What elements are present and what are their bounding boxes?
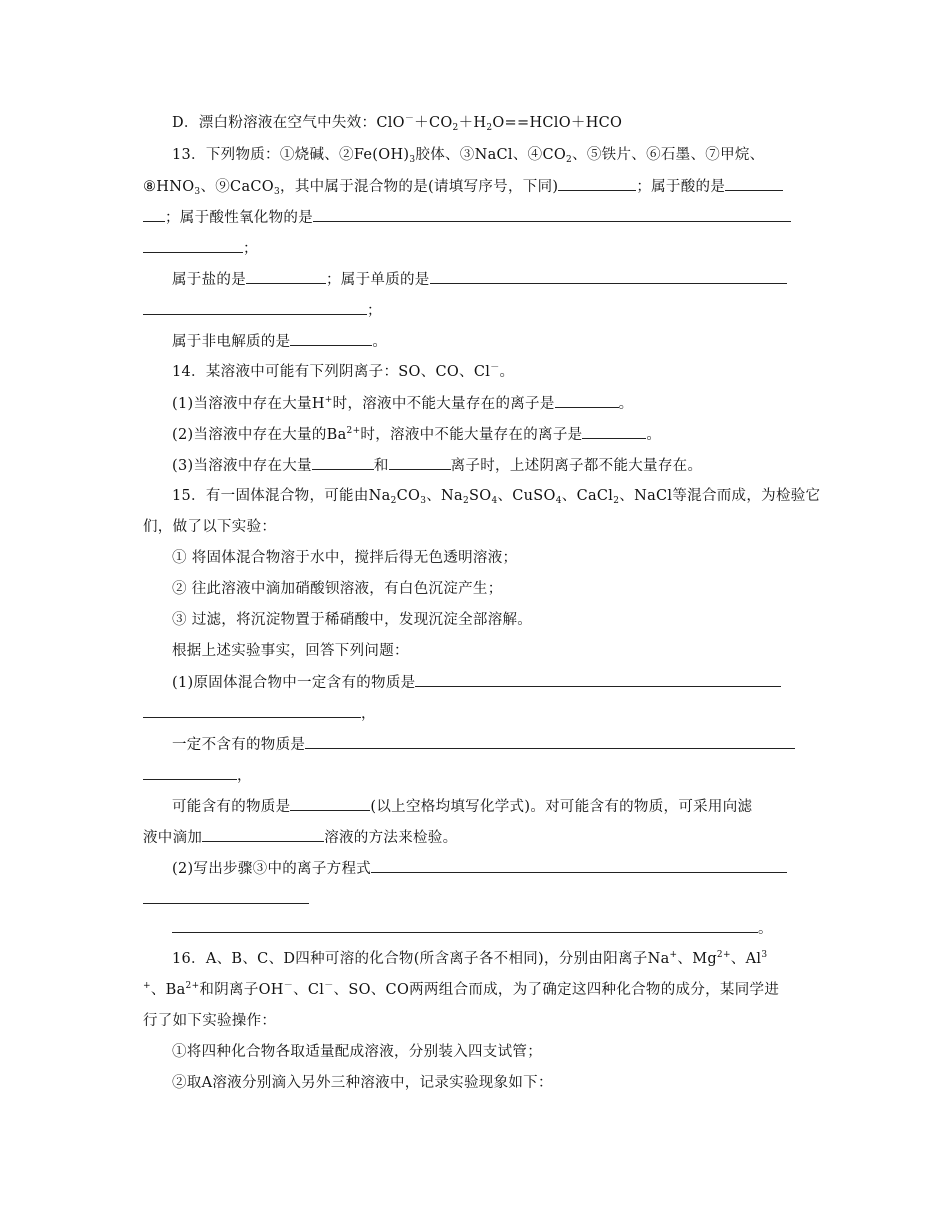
sub: 4 <box>491 496 498 506</box>
answer-blank-element[interactable] <box>430 269 787 284</box>
answer-blank-ionic-equation-cont2[interactable] <box>172 918 758 933</box>
sub: 3 <box>273 187 281 197</box>
sub: 2 <box>486 123 493 133</box>
text: ；属于酸的是 <box>636 179 726 195</box>
text: ；属于酸性氧化物的是 <box>165 210 313 226</box>
q14-part3 <box>172 455 702 476</box>
sub: 3 <box>194 187 201 197</box>
text: O==HClO＋HCO <box>492 115 623 131</box>
q15-stem-line1 <box>172 486 820 506</box>
answer-blank-acidic-oxide-cont[interactable] <box>143 238 243 253</box>
q15-answer2 <box>172 734 795 755</box>
sup: 2+ <box>346 426 361 436</box>
answer-blank-must-contain-cont[interactable] <box>143 703 361 718</box>
answer-blank-q14-3a[interactable] <box>312 455 374 470</box>
text: 14．某溶液中可能有下列阴离子：SO、CO、Cl <box>172 364 491 380</box>
text: ＋CO <box>414 115 453 131</box>
sup: + <box>669 950 678 960</box>
text: 、Mg <box>677 951 717 967</box>
text: ⑧HNO <box>143 179 195 195</box>
text: (1)当溶液中存在大量H <box>172 396 325 412</box>
text: (2)写出步骤③中的离子方程式 <box>172 861 372 877</box>
sup: + <box>324 395 333 405</box>
text: 时，溶液中不能大量存在的离子是 <box>360 427 583 443</box>
text: (1)原固体混合物中一定含有的物质是 <box>172 675 416 691</box>
q15-ask <box>172 641 409 661</box>
sup: + <box>143 981 151 991</box>
text: CO <box>396 488 421 504</box>
text: ， <box>237 768 252 784</box>
q13-line1 <box>172 145 764 165</box>
answer-blank-salt[interactable] <box>246 269 326 284</box>
answer-blank-reagent[interactable] <box>202 827 324 842</box>
answer-blank-element-cont[interactable] <box>143 300 367 315</box>
sub: 2 <box>452 123 459 133</box>
sup: － <box>324 981 334 991</box>
sub: 2 <box>566 155 573 165</box>
text: 。 <box>499 364 515 380</box>
q15-answer1 <box>172 672 781 693</box>
text: 可能含有的物质是 <box>172 799 291 815</box>
answer-blank-nonelectrolyte[interactable] <box>290 331 372 346</box>
text: 和 <box>373 458 389 474</box>
text: 、Na <box>426 488 463 504</box>
text: 。 <box>618 396 634 412</box>
text: 、Al <box>730 951 762 967</box>
answer-blank-acid-cont[interactable] <box>143 207 165 222</box>
text: 15．有一固体混合物，可能由Na <box>172 488 391 504</box>
answer-blank-q14-3b[interactable] <box>389 455 451 470</box>
text: 时，溶液中不能大量存在的离子是 <box>332 396 555 412</box>
text: 行了如下实验操作： <box>143 1013 277 1029</box>
text: ＋H <box>458 115 487 131</box>
text: ； <box>367 303 382 319</box>
text: ；属于单质的是 <box>326 272 430 288</box>
q15-answer5-cont1 <box>143 889 309 910</box>
option-d-text: D．漂白粉溶液在空气中失效：ClO <box>172 115 405 131</box>
answer-blank-must-not-contain[interactable] <box>305 734 795 749</box>
answer-blank-q14-2[interactable] <box>582 424 646 439</box>
text: 、NaCl等混合而成，为检验它 <box>619 488 821 504</box>
sup: － <box>490 363 500 373</box>
text: 、Cl <box>293 982 325 998</box>
text: (以上空格均填写化学式)。对可能含有的物质，可采用向滤 <box>370 799 753 815</box>
answer-blank-must-contain[interactable] <box>415 672 781 687</box>
q16-line3 <box>143 1011 276 1031</box>
q15-answer3 <box>172 796 752 817</box>
q16-line1 <box>172 949 767 969</box>
text: ， <box>361 706 376 722</box>
q15-answer1-cont <box>143 703 376 724</box>
text: SO <box>469 488 492 504</box>
q13-line2 <box>143 176 783 197</box>
text: ② 往此溶液中滴加硝酸钡溶液，有白色沉淀产生； <box>172 581 503 597</box>
answer-blank-q14-1[interactable] <box>555 393 619 408</box>
sub: 2 <box>462 496 470 506</box>
sup: 3 <box>761 950 768 960</box>
answer-blank-acid[interactable] <box>725 176 783 191</box>
sup: 2+ <box>185 981 200 991</box>
q15-step1 <box>172 548 517 568</box>
text: 。 <box>646 427 662 443</box>
q13-line3 <box>143 207 791 228</box>
text: 根据上述实验事实，回答下列问题： <box>172 643 409 659</box>
q16-step2 <box>172 1073 553 1093</box>
q16-step1 <box>172 1042 542 1062</box>
sub: 3 <box>420 496 427 506</box>
text: ①将四种化合物各取适量配成溶液，分别装入四支试管； <box>172 1044 542 1060</box>
answer-blank-mixture[interactable] <box>558 176 636 191</box>
text: 属于非电解质的是 <box>172 334 291 350</box>
text: (3)当溶液中存在大量 <box>172 458 312 474</box>
answer-blank-may-contain[interactable] <box>290 796 370 811</box>
text: 16．A、B、C、D四种可溶的化合物(所含离子各不相同)，分别由阳离子Na <box>172 951 670 967</box>
q13-line5 <box>172 269 787 290</box>
sup: － <box>404 114 415 124</box>
text: ③ 过滤，将沉淀物置于稀硝酸中，发现沉淀全部溶解。 <box>172 612 533 628</box>
q14-part2 <box>172 424 661 445</box>
text: 、Ba <box>150 982 186 998</box>
q15-answer5-cont2 <box>172 918 773 939</box>
answer-blank-ionic-equation-cont1[interactable] <box>143 889 309 904</box>
q15-answer2-cont <box>143 765 252 786</box>
sub: 4 <box>555 496 562 506</box>
q13-line7 <box>172 331 387 352</box>
option-d <box>172 113 622 133</box>
text: ②取A溶液分别滴入另外三种溶液中，记录实验现象如下： <box>172 1075 553 1091</box>
text: 。 <box>758 921 773 937</box>
text: 离子时，上述阴离子都不能大量存在。 <box>450 458 703 474</box>
text: ； <box>243 241 258 257</box>
q15-answer5 <box>172 858 787 879</box>
text: 们，做了以下实验： <box>143 519 277 535</box>
q16-line2 <box>143 980 779 1000</box>
text: 、CaCl <box>561 488 614 504</box>
q14-stem <box>172 362 514 382</box>
q14-part1 <box>172 393 633 414</box>
text: 一定不含有的物质是 <box>172 737 306 753</box>
answer-blank-must-not-contain-cont[interactable] <box>143 765 237 780</box>
text: 和阴离子OH <box>199 982 284 998</box>
q15-stem-line2 <box>143 517 276 537</box>
sup: 2+ <box>716 950 731 960</box>
text: 。 <box>372 334 388 350</box>
answer-blank-acidic-oxide[interactable] <box>313 207 791 222</box>
text: 胶体、③NaCl、④CO <box>415 147 567 163</box>
text: 、⑤铁片、⑥石墨、⑦甲烷、 <box>572 147 765 163</box>
text: (2)当溶液中存在大量的Ba <box>172 427 347 443</box>
sub: 2 <box>390 496 397 506</box>
q13-line6 <box>143 300 382 321</box>
q15-step3 <box>172 610 532 630</box>
sub: 3 <box>409 155 416 165</box>
text: ，其中属于混合物的是(请填写序号，下同) <box>280 179 559 195</box>
sup: － <box>283 981 294 991</box>
sub: 2 <box>613 496 620 506</box>
text: 、⑨CaCO <box>200 179 274 195</box>
text: ① 将固体混合物溶于水中，搅拌后得无色透明溶液； <box>172 550 518 566</box>
text: 、SO、CO两两组合而成，为了确定这四种化合物的成分，某同学进 <box>333 982 780 998</box>
text: 、CuSO <box>497 488 556 504</box>
q15-answer4 <box>143 827 457 848</box>
text: 13．下列物质：①烧碱、②Fe(OH) <box>172 147 410 163</box>
answer-blank-ionic-equation[interactable] <box>371 858 787 873</box>
q13-line4 <box>143 238 258 259</box>
text: 溶液的方法来检验。 <box>324 830 458 846</box>
text: 液中滴加 <box>143 830 203 846</box>
text: 属于盐的是 <box>172 272 246 288</box>
q15-step2 <box>172 579 503 599</box>
